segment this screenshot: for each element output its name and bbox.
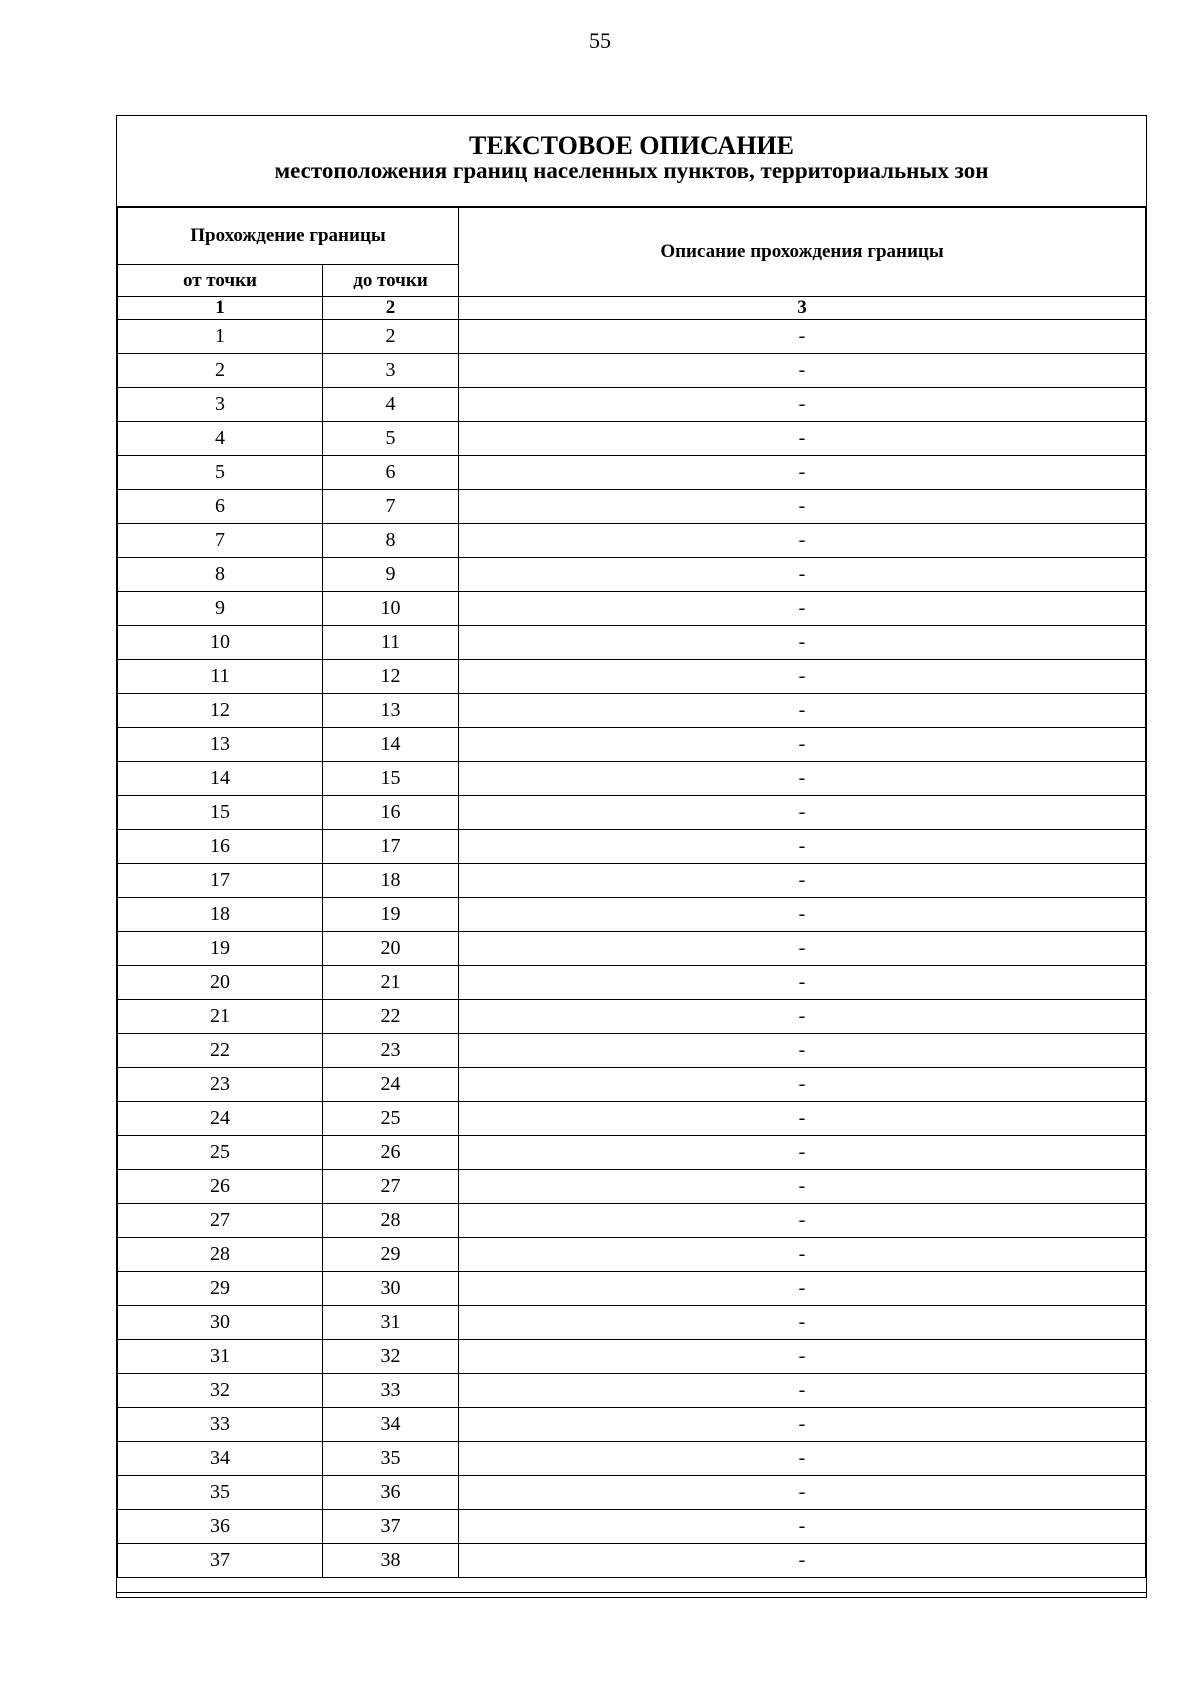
cell-to-point: 14 [323, 728, 459, 762]
cell-from-point: 24 [118, 1102, 323, 1136]
table-row [118, 490, 1146, 524]
cell-from-point: 5 [118, 456, 323, 490]
cell-from-point: 35 [118, 1476, 323, 1510]
cell-from-point: 26 [118, 1170, 323, 1204]
cell-description: - [459, 1238, 1146, 1272]
cell-to-point: 13 [323, 694, 459, 728]
cell-to-point: 9 [323, 558, 459, 592]
cell-from-point: 3 [118, 388, 323, 422]
cell-description: - [459, 1510, 1146, 1544]
cell-to-point: 17 [323, 830, 459, 864]
cell-description: - [459, 932, 1146, 966]
cell-to-point: 18 [323, 864, 459, 898]
table-row [118, 1204, 1146, 1238]
cell-from-point: 27 [118, 1204, 323, 1238]
table-row [118, 1136, 1146, 1170]
cell-to-point: 26 [323, 1136, 459, 1170]
document-title: ТЕКСТОВОЕ ОПИСАНИЕ [468, 131, 794, 160]
cell-description: - [459, 558, 1146, 592]
cell-from-point: 33 [118, 1408, 323, 1442]
page-number: 55 [589, 28, 611, 53]
cell-from-point: 29 [118, 1272, 323, 1306]
cell-from-point: 16 [118, 830, 323, 864]
cell-from-point: 15 [118, 796, 323, 830]
table-row [118, 1442, 1146, 1476]
table-row [118, 1272, 1146, 1306]
cell-to-point: 4 [323, 388, 459, 422]
cell-from-point: 13 [118, 728, 323, 762]
header-to-point: до точки [323, 265, 459, 297]
cell-to-point: 15 [323, 762, 459, 796]
table-row [118, 966, 1146, 1000]
cell-from-point: 8 [118, 558, 323, 592]
cell-from-point: 37 [118, 1544, 323, 1578]
cell-from-point: 17 [118, 864, 323, 898]
cell-description: - [459, 694, 1146, 728]
header-passage: Прохождение границы [118, 208, 459, 265]
cell-description: - [459, 660, 1146, 694]
header-col-number-3: 3 [459, 297, 1146, 320]
table-row [118, 1000, 1146, 1034]
cell-from-point: 21 [118, 1000, 323, 1034]
cell-description: - [459, 1136, 1146, 1170]
header-description: Описание прохождения границы [459, 208, 1146, 297]
cell-to-point: 38 [323, 1544, 459, 1578]
cell-from-point: 9 [118, 592, 323, 626]
table-row [118, 660, 1146, 694]
cell-to-point: 37 [323, 1510, 459, 1544]
table-row [118, 1238, 1146, 1272]
table-row [118, 524, 1146, 558]
cell-to-point: 20 [323, 932, 459, 966]
cell-from-point: 12 [118, 694, 323, 728]
cell-description: - [459, 490, 1146, 524]
cell-to-point: 16 [323, 796, 459, 830]
cell-from-point: 2 [118, 354, 323, 388]
table-row [118, 1408, 1146, 1442]
table-row [118, 796, 1146, 830]
cell-to-point: 7 [323, 490, 459, 524]
table-row [118, 558, 1146, 592]
cell-to-point: 12 [323, 660, 459, 694]
cell-to-point: 29 [323, 1238, 459, 1272]
cell-from-point: 32 [118, 1374, 323, 1408]
cell-description: - [459, 422, 1146, 456]
table-row [118, 1340, 1146, 1374]
table-header [118, 208, 1146, 320]
cell-to-point: 32 [323, 1340, 459, 1374]
cell-to-point: 11 [323, 626, 459, 660]
table-row [118, 728, 1146, 762]
cell-from-point: 18 [118, 898, 323, 932]
cell-to-point: 30 [323, 1272, 459, 1306]
cell-description: - [459, 1170, 1146, 1204]
cell-description: - [459, 898, 1146, 932]
cell-to-point: 2 [323, 320, 459, 354]
cell-description: - [459, 1374, 1146, 1408]
table-row [118, 456, 1146, 490]
cell-to-point: 27 [323, 1170, 459, 1204]
cell-description: - [459, 626, 1146, 660]
cell-to-point: 24 [323, 1068, 459, 1102]
cell-description: - [459, 1408, 1146, 1442]
cell-description: - [459, 796, 1146, 830]
cell-from-point: 22 [118, 1034, 323, 1068]
cell-description: - [459, 1306, 1146, 1340]
cell-to-point: 22 [323, 1000, 459, 1034]
table-row [118, 320, 1146, 354]
table-row [118, 830, 1146, 864]
table-row [118, 422, 1146, 456]
table-row [118, 388, 1146, 422]
cell-from-point: 36 [118, 1510, 323, 1544]
table-row [118, 1034, 1146, 1068]
cell-to-point: 31 [323, 1306, 459, 1340]
cell-description: - [459, 1102, 1146, 1136]
cell-description: - [459, 456, 1146, 490]
header-col-number-2: 2 [323, 297, 459, 320]
cell-from-point: 6 [118, 490, 323, 524]
cell-description: - [459, 762, 1146, 796]
cell-to-point: 25 [323, 1102, 459, 1136]
cell-description: - [459, 388, 1146, 422]
cell-description: - [459, 1272, 1146, 1306]
cell-description: - [459, 1442, 1146, 1476]
closing-line [117, 1592, 1146, 1593]
cell-description: - [459, 524, 1146, 558]
header-from-point: от точки [118, 265, 323, 297]
cell-description: - [459, 1476, 1146, 1510]
table-row [118, 932, 1146, 966]
cell-description: - [459, 1000, 1146, 1034]
cell-from-point: 4 [118, 422, 323, 456]
cell-from-point: 1 [118, 320, 323, 354]
cell-to-point: 21 [323, 966, 459, 1000]
document-frame [116, 115, 1147, 1598]
table-row [118, 1306, 1146, 1340]
cell-to-point: 19 [323, 898, 459, 932]
cell-description: - [459, 1340, 1146, 1374]
table-body [118, 320, 1146, 1578]
cell-description: - [459, 864, 1146, 898]
cell-to-point: 34 [323, 1408, 459, 1442]
table-row [118, 694, 1146, 728]
table-row [118, 592, 1146, 626]
cell-from-point: 23 [118, 1068, 323, 1102]
cell-description: - [459, 592, 1146, 626]
table-row [118, 1068, 1146, 1102]
title-block [117, 116, 1146, 207]
document-subtitle: местоположения границ населенных пунктов, территориальных зон [274, 158, 989, 183]
cell-from-point: 11 [118, 660, 323, 694]
cell-description: - [459, 830, 1146, 864]
table-row [118, 354, 1146, 388]
cell-from-point: 19 [118, 932, 323, 966]
header-col-number-1: 1 [118, 297, 323, 320]
cell-to-point: 28 [323, 1204, 459, 1238]
cell-from-point: 25 [118, 1136, 323, 1170]
table-row [118, 1476, 1146, 1510]
cell-from-point: 20 [118, 966, 323, 1000]
table-row [118, 864, 1146, 898]
cell-description: - [459, 320, 1146, 354]
cell-to-point: 6 [323, 456, 459, 490]
cell-description: - [459, 728, 1146, 762]
table-row [118, 1510, 1146, 1544]
cell-to-point: 10 [323, 592, 459, 626]
cell-from-point: 7 [118, 524, 323, 558]
cell-to-point: 36 [323, 1476, 459, 1510]
cell-to-point: 23 [323, 1034, 459, 1068]
table-row [118, 1544, 1146, 1578]
cell-from-point: 30 [118, 1306, 323, 1340]
cell-from-point: 10 [118, 626, 323, 660]
cell-to-point: 3 [323, 354, 459, 388]
cell-description: - [459, 1034, 1146, 1068]
table-row [118, 626, 1146, 660]
cell-from-point: 34 [118, 1442, 323, 1476]
cell-description: - [459, 1068, 1146, 1102]
cell-to-point: 5 [323, 422, 459, 456]
table-row [118, 1170, 1146, 1204]
cell-description: - [459, 354, 1146, 388]
table-row [118, 898, 1146, 932]
table-row [118, 1102, 1146, 1136]
cell-to-point: 8 [323, 524, 459, 558]
table-row [118, 1374, 1146, 1408]
cell-description: - [459, 1204, 1146, 1238]
boundary-table [117, 207, 1146, 1578]
cell-from-point: 28 [118, 1238, 323, 1272]
cell-from-point: 14 [118, 762, 323, 796]
cell-from-point: 31 [118, 1340, 323, 1374]
cell-to-point: 33 [323, 1374, 459, 1408]
cell-to-point: 35 [323, 1442, 459, 1476]
cell-description: - [459, 1544, 1146, 1578]
table-row [118, 762, 1146, 796]
cell-description: - [459, 966, 1146, 1000]
